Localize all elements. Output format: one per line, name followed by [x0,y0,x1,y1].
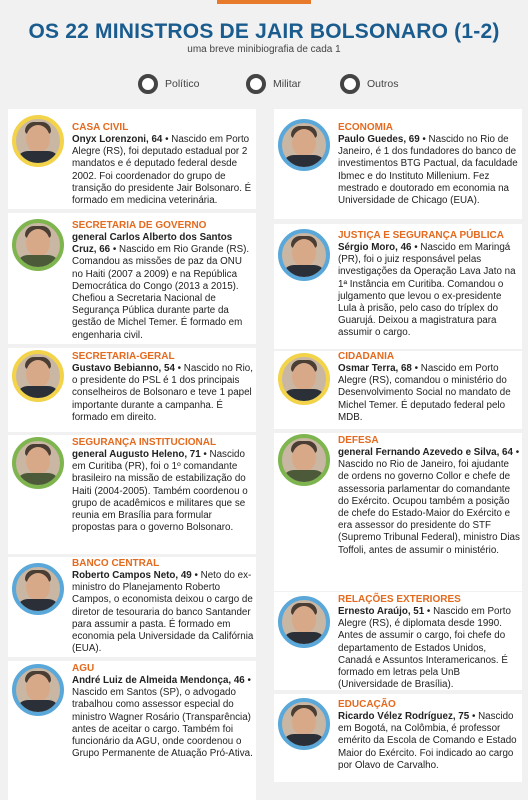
minister-bio-text: • Nascido em Curitiba (PR), foi o 1º comandante brasileiro na missão de estabilização do Haiti (2004-2005). Também coordenou o grupo de acadêmicos e militares que se reunia em Brasília para formular propostas para o governo Bolsonaro. [72,449,248,534]
minister-portrait [12,563,64,615]
minister-card [8,348,256,432]
minister-card [8,661,256,800]
legend-political [138,74,199,94]
minister-portrait [12,219,64,271]
minister-bio-text: • Neto do ex-ministro do Planejamento Roberto Campos, o economista deixou o cargo de diretor de tesouraria do banco Santander para assumir a pasta. É formado em economia pela Universidade da Califórnia (EUA). [72,570,254,655]
page-subtitle: uma breve minibiografia de cada 1 [187,44,341,55]
legend-others-label: Outros [367,78,399,90]
minister-name: Onyx Lorenzoni, 64 [72,134,163,145]
minister-name: Paulo Guedes, 69 [338,134,420,145]
minister-name: general Augusto Heleno, 71 [72,449,201,460]
minister-bio-text: • Nascido no Rio, o presidente do PSL é 1 dos principais conselheiros de Bolsonaro e teve 1 papel importante durante a campanha. É formado em direito. [72,363,253,423]
minister-portrait [278,596,330,648]
ministry-name: RELAÇÕES EXTERIORES [338,594,461,605]
minister-name: general Fernando Azevedo e Silva, 64 [338,447,513,458]
minister-card [274,694,522,782]
ministry-name: CIDADANIA [338,351,395,362]
top-accent-bar [217,0,311,4]
legend-military-label: Militar [273,78,301,90]
minister-portrait [278,434,330,486]
minister-card [274,433,522,591]
minister-name: Ricardo Vélez Rodríguez, 75 [338,711,470,722]
minister-name: Osmar Terra, 68 [338,363,412,374]
minister-bio-text: • Nascido em Bogotá, na Colômbia, é professor emérito da Escola de Comando e Estado Maior do Exército. Foi indicado ao cargo por Olavo de Carvalho. [338,711,517,771]
ministry-name: AGU [72,663,95,674]
minister-bio-text: • Nascido em Santos (SP), o advogado trabalhou como assessor especial do ministro Wagner Rosário (Transparência) antes de aceitar o cargo. Também foi funcionário da AGU, onde coordenou o Grupo Permanente de Atuação Pró-Ativa. [72,675,253,760]
minister-portrait [12,115,64,167]
minister-card [274,351,522,429]
minister-portrait [12,664,64,716]
minister-bio-text: • Nascido em Rio Grande (RS). Comandou as missões de paz da ONU no Haiti (2007 a 2009) e na República Democrática do Congo (2013 a 2015). Chefiou a Secretaria Nacional de Segurança Pública durante parte da gestão de Michel Temer. É formado em engenharia civil. [72,244,250,341]
ministry-name: SEGURANÇA INSTITUCIONAL [72,437,217,448]
minister-portrait [12,350,64,402]
minister-portrait [278,698,330,750]
minister-bio [338,594,520,691]
minister-portrait [12,437,64,489]
minister-bio [72,663,254,760]
ministry-name: SECRETARIA DE GOVERNO [72,220,207,231]
others-ring-icon [340,74,360,94]
minister-bio-text: • Nascido no Rio de Janeiro, é 1 dos fundadores do banco de investimentos BTG Pactual, da faculdade Ibmec e do Instituto Millenium. Fez mestrado e doutorado em economia na Universidade de Chicago (EUA). [338,134,518,207]
minister-bio [72,122,254,207]
ministry-name: CASA CIVIL [72,122,129,133]
minister-portrait [278,119,330,171]
minister-bio [72,220,254,342]
minister-bio [338,122,520,207]
minister-name: Gustavo Bebianno, 54 [72,363,175,374]
minister-bio [338,435,520,557]
minister-card [274,224,522,349]
minister-bio-text: • Nascido em Porto Alegre (RS), é diplomata desde 1990. Antes de assumir o cargo, foi chefe do departamento de Estados Unidos, Canadá e Assuntos Interamericanos. É formado em letras pela UnB (Universidade de Brasília). [338,606,511,691]
minister-bio [338,351,520,424]
ministry-name: JUSTIÇA E SEGURANÇA PÚBLICA [338,230,504,241]
ministry-name: EDUCAÇÃO [338,699,396,710]
minister-card [8,109,256,209]
ministry-name: DEFESA [338,435,379,446]
minister-bio [72,437,254,534]
minister-name: Sérgio Moro, 46 [338,242,412,253]
minister-portrait [278,353,330,405]
ministry-name: SECRETARIA-GERAL [72,351,175,362]
ministry-name: ECONOMIA [338,122,393,133]
minister-name: Roberto Campos Neto, 49 [72,570,192,581]
ministry-name: BANCO CENTRAL [72,558,160,569]
minister-bio [72,558,254,655]
minister-card [8,557,256,657]
minister-name: André Luiz de Almeida Mendonça, 46 [72,675,245,686]
minister-card [8,213,256,344]
minister-bio [338,230,520,340]
minister-bio [72,351,254,424]
political-ring-icon [138,74,158,94]
legend-others [340,74,399,94]
minister-bio-text: • Nascido em Porto Alegre (RS), comandou o ministério do Desenvolvimento Social no mandato de Michel Temer. É deputado federal pelo MDB. [338,363,511,423]
minister-portrait [278,229,330,281]
page-title: OS 22 MINISTROS DE JAIR BOLSONARO (1-2) [28,20,500,43]
minister-card [8,435,256,554]
legend-military [246,74,301,94]
legend-political-label: Político [165,78,200,90]
minister-card [274,109,522,219]
minister-bio-text: • Nascido em Maringá (PR), foi o juiz responsável pelas investigações da Operação Lava Jato na 1ª Instância em Curitiba. Comandou o julgamento que levou o ex-presidente Lula à prisão, pelo caso do tríplex do Guarujá. Deixou a magistratura para assumir o cargo. [338,242,516,339]
minister-name: general Carlos Alberto dos Santos Cruz, 66 [72,232,233,256]
military-ring-icon [246,74,266,94]
minister-bio-text: • Nascido no Rio de Janeiro, foi ajudante de ordens no governo Collor e chefe de assessoria parlamentar do comandante do Exército. Ocupou também a posição de chefe do Estado-Maior do Exército e era assessor do presidente do STF (Supremo Tribunal Federal), ministro Dias Toffoli, antes de assumir o ministério. [338,447,520,556]
minister-card [274,592,522,690]
minister-name: Ernesto Araújo, 51 [338,606,425,617]
minister-bio [338,699,520,772]
minister-bio-text: • Nascido em Porto Alegre (RS), foi deputado estadual por 2 mandatos e é deputado federal desde 2002. Foi coordenador do grupo de transição do presidente Jair Bolsonaro. É formado em medicina veterinária. [72,134,252,207]
legend [0,74,528,98]
